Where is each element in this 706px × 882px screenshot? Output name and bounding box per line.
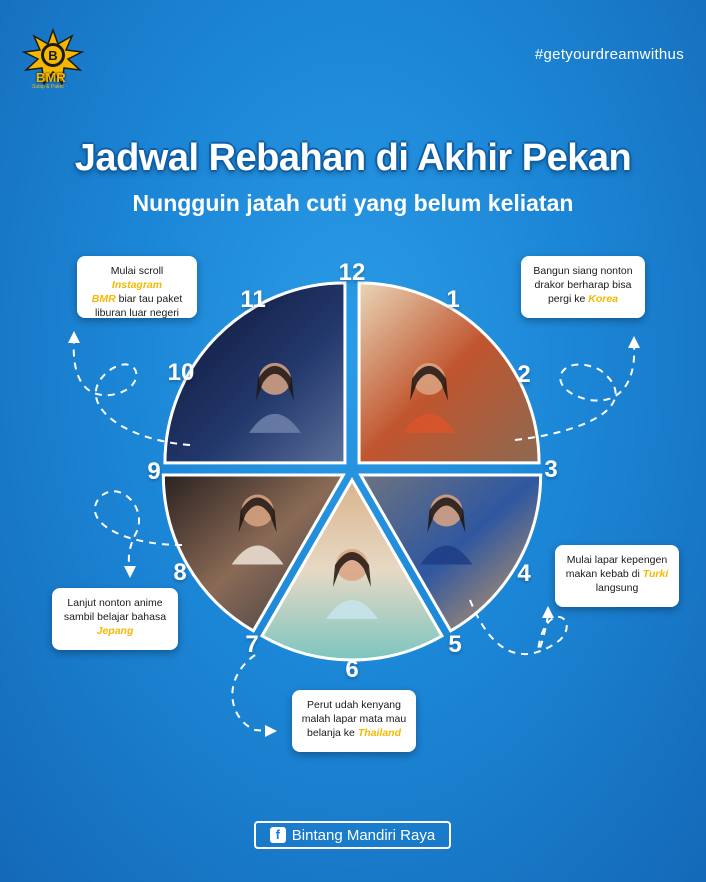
clock-number-9: 9 — [147, 458, 161, 485]
note-instagram-highlight: Instagram — [111, 279, 163, 291]
clock-number-5: 5 — [448, 631, 462, 658]
note-thailand-text: Perut udah kenyang malah lapar mata mau belanja ke — [301, 699, 407, 739]
clock-number-10: 10 — [167, 359, 195, 386]
clock-number-1: 1 — [446, 286, 460, 313]
clock-number-8: 8 — [173, 559, 187, 586]
connector-thailand — [232, 655, 268, 731]
clock-number-4: 4 — [517, 560, 531, 587]
logo-text: BMR — [36, 70, 66, 85]
clock-number-2: 2 — [517, 361, 531, 388]
logo-tagline: Sulap & Paket — [32, 84, 64, 90]
connector-turki — [470, 600, 567, 654]
note-turki-text: Mulai lapar kepengen makan kebab di — [565, 554, 668, 580]
note-korea — [521, 256, 645, 318]
page-subtitle: Nungguin jatah cuti yang belum keliatan — [132, 190, 574, 216]
note-jepang-text: Lanjut nonton anime sambil belajar bahasa — [63, 597, 167, 623]
facebook-icon: f — [270, 827, 286, 843]
clock-number-3: 3 — [544, 456, 558, 483]
note-instagram-text: Mulai scroll — [110, 265, 164, 277]
clock-number-11: 11 — [240, 286, 266, 313]
facebook-page-name: Bintang Mandiri Raya — [291, 826, 436, 844]
facebook-page-badge[interactable] — [254, 821, 451, 849]
note-jepang-highlight: Jepang — [96, 625, 134, 637]
clock-number-12: 12 — [338, 259, 366, 286]
note-thailand-highlight: Thailand — [357, 727, 401, 739]
note-turki-text-end: langsung — [595, 582, 639, 594]
hashtag: #getyourdreamwithus — [534, 46, 684, 63]
note-turki — [555, 545, 679, 607]
note-instagram-text-end: biar tau paket liburan luar negeri — [94, 293, 183, 319]
clock-number-7: 7 — [245, 631, 259, 658]
note-korea-highlight: Korea — [588, 293, 619, 305]
note-turki-highlight: Turki — [642, 568, 669, 580]
note-korea-text: Bangun siang nonton drakor berharap bisa pergi ke — [533, 265, 633, 305]
note-instagram — [77, 256, 197, 318]
note-jepang — [52, 588, 178, 650]
svg-text:B: B — [48, 48, 58, 63]
page-title: Jadwal Rebahan di Akhir Pekan — [74, 137, 632, 179]
clock-number-6: 6 — [345, 656, 359, 683]
note-thailand — [292, 690, 416, 752]
note-bmr-highlight: BMR — [91, 293, 116, 305]
